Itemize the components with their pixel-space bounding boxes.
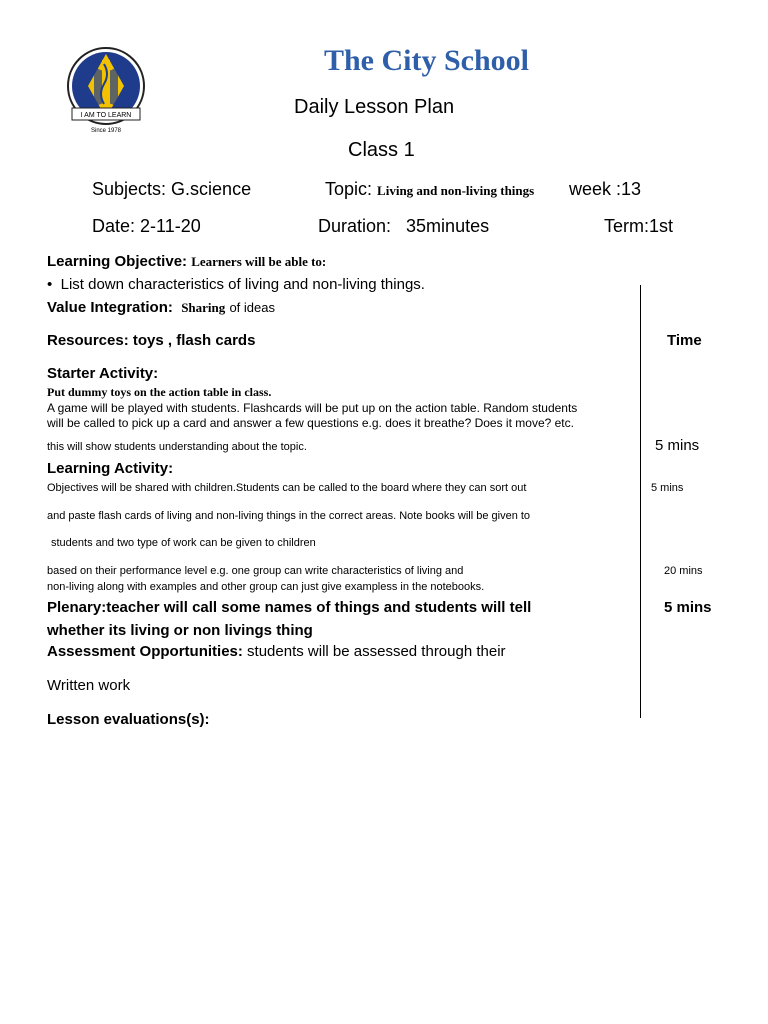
- value-integration: [47, 299, 275, 316]
- learning-line-4: based on their performance level e.g. one group can write characteristics of living and: [47, 565, 464, 577]
- objective-intro: Learners will be able to:: [191, 254, 327, 269]
- value-text-serif: Sharing: [181, 300, 226, 315]
- learning-objective: [47, 253, 326, 270]
- topic: [325, 179, 534, 200]
- learning-line-3: students and two type of work can be given to children: [51, 537, 316, 549]
- value-label: Value Integration:: [47, 299, 173, 316]
- term: Term:1st: [604, 216, 674, 236]
- learning-time-2: 20 mins: [664, 565, 703, 577]
- resources: Resources: toys , flash cards: [47, 332, 256, 349]
- school-name: The City School: [323, 44, 530, 77]
- learning-label: Learning Activity:: [47, 460, 174, 477]
- class-label: Class 1: [348, 139, 415, 161]
- learning-line-5: non-living along with examples and other group can just give exampless in the notebooks.: [47, 581, 485, 593]
- topic-value: Living and non-living things: [377, 183, 535, 198]
- starter-line-3: will be called to pick up a card and answer a few questions e.g. does it breathe? Does it move? etc.: [47, 416, 574, 430]
- starter-time: 5 mins: [655, 437, 700, 454]
- value-text-rest: of ideas: [229, 300, 275, 315]
- plan-title: Daily Lesson Plan: [294, 96, 455, 118]
- plenary-line-2: whether its living or non livings thing: [47, 622, 313, 639]
- objective-bullet-item: [47, 276, 425, 293]
- starter-line-4: this will show students understanding about the topic.: [47, 441, 307, 453]
- starter-line-1: Put dummy toys on the action table in class.: [47, 385, 272, 399]
- assessment-text: students will be assessed through their: [247, 643, 506, 660]
- learning-line-1: Objectives will be shared with children.Students can be called to the board where they can sort out: [47, 482, 527, 494]
- assessment: [47, 643, 506, 660]
- topic-label: Topic:: [325, 179, 373, 199]
- logo-banner: I AM TO LEARN: [80, 112, 132, 119]
- date: Date: 2-11-20: [92, 216, 201, 236]
- plenary-line-1: Plenary:teacher will call some names of things and students will tell: [47, 599, 532, 616]
- subjects: Subjects: G.science: [92, 179, 252, 199]
- assessment-label: Assessment Opportunities:: [47, 643, 243, 660]
- starter-line-2: A game will be played with students. Flashcards will be put up on the action table. Random students: [47, 401, 578, 415]
- objective-label: Learning Objective:: [47, 253, 188, 270]
- time-header: Time: [667, 332, 702, 349]
- logo-since: Since 1978: [90, 128, 122, 134]
- duration: Duration: 35minutes: [318, 216, 490, 236]
- assessment-line-2: Written work: [47, 677, 131, 694]
- learning-time-1: 5 mins: [651, 482, 684, 494]
- learning-line-2: and paste flash cards of living and non-living things in the correct areas. Note books will be given to: [47, 510, 531, 522]
- bullet-icon: •: [47, 276, 53, 293]
- week: week :13: [569, 179, 642, 199]
- objective-bullet-text: List down characteristics of living and non-living things.: [60, 276, 425, 293]
- starter-label: Starter Activity:: [47, 365, 159, 382]
- time-column-divider: [640, 285, 641, 718]
- plenary-time: 5 mins: [664, 599, 712, 616]
- lesson-evaluation-label: Lesson evaluations(s):: [47, 711, 210, 728]
